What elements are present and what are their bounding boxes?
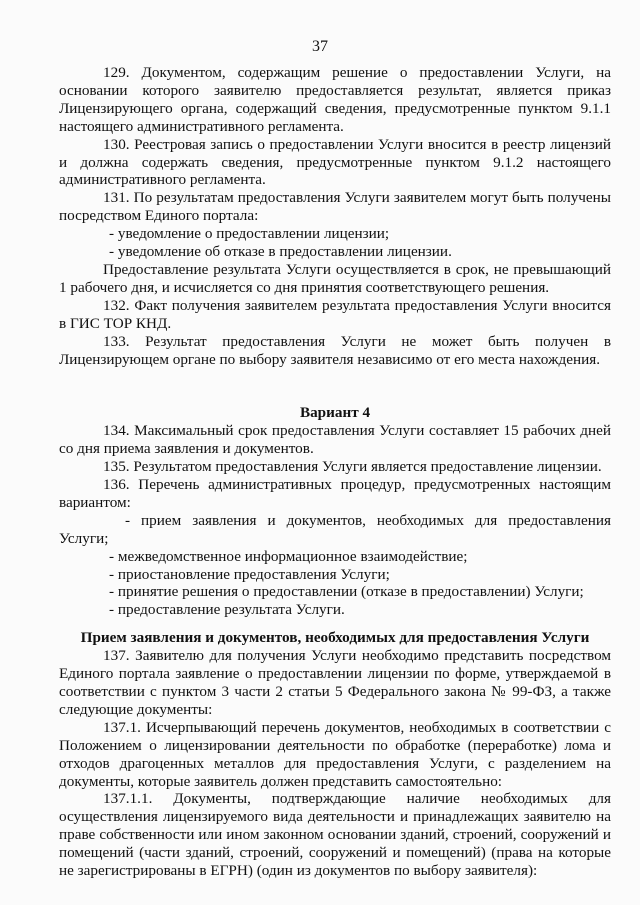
paragraph-131: 131. По результатам предоставления Услуги заявителем могут быть получены посредством Единого портала: xyxy=(59,189,611,225)
paragraph-133: 133. Результат предоставления Услуги не может быть получен в Лицензирующем органе по выбору заявителя независимо от его места нахождения. xyxy=(59,332,611,368)
paragraph-135: 135. Результатом предоставления Услуги является предоставление лицензии. xyxy=(103,458,602,476)
variant-heading: Вариант 4 xyxy=(299,404,371,422)
section-heading: Прием заявления и документов, необходимых для предоставления Услуги xyxy=(80,629,590,647)
paragraph-132: 132. Факт получения заявителем результата предоставления Услуги вносится в ГИС ТОР КНД. xyxy=(59,296,611,332)
list-item: - принятие решения о предоставлении (отказе в предоставлении) Услуги; xyxy=(109,583,584,601)
paragraph-130: 130. Реестровая запись о предоставлении Услуги вносится в реестр лицензий и должна содержать сведения, предусмотренные пунктом 9.1.2 настоящего административного регламента. xyxy=(59,135,611,189)
list-item: - предоставление результата Услуги. xyxy=(109,601,345,619)
list-item: - прием заявления и документов, необходимых для предоставления Услуги; xyxy=(59,511,611,547)
paragraph-134: 134. Максимальный срок предоставления Услуги составляет 15 рабочих дней со дня приема заявления и документов. xyxy=(59,422,611,458)
paragraph-137-1-1: 137.1.1. Документы, подтверждающие наличие необходимых для осуществления лицензируемого вида деятельности и принадлежащих заявителю на праве собственности или ином законном основании зданий, строений, сооружений и помещений (части зданий, строений, сооружений и помещений) (права на которые не зарегистрированы в ЕГРН) (один из документов по выбору заявителя): xyxy=(59,790,611,880)
list-item: - уведомление об отказе в предоставлении лицензии. xyxy=(109,243,452,261)
paragraph-137: 137. Заявителю для получения Услуги необходимо представить посредством Единого портала заявление о предоставлении лицензии по форме, утверждаемой в соответствии с пунктом 3 части 2 статьи 5 Федерального закона № 99-ФЗ, а также следующие документы: xyxy=(59,647,611,718)
spacer xyxy=(59,368,611,404)
page-number: 37 xyxy=(312,38,328,55)
paragraph-136: 136. Перечень административных процедур, предусмотренных настоящим вариантом: xyxy=(59,476,611,511)
paragraph-result-term: Предоставление результата Услуги осуществляется в срок, не превышающий 1 рабочего дня, и исчисляется со дня принятия соответствующего решения. xyxy=(59,260,611,296)
document-body xyxy=(59,64,611,880)
spacer xyxy=(59,619,611,629)
list-item: - приостановление предоставления Услуги; xyxy=(109,565,390,583)
list-item: - уведомление о предоставлении лицензии; xyxy=(109,225,390,243)
paragraph-129: 129. Документом, содержащим решение о предоставлении Услуги, на основании которого заявителю предоставляется результат, является приказ Лицензирующего органа, содержащий сведения, предусмотренные пунктом 9.1.1 настоящего административного регламента. xyxy=(59,64,611,135)
list-item: - межведомственное информационное взаимодействие; xyxy=(109,547,468,565)
paragraph-137-1: 137.1. Исчерпывающий перечень документов, необходимых в соответствии с Положением о лицензировании деятельности по обработке (переработке) лома и отходов драгоценных металлов для предоставления Услуги, с разделением на документы, которые заявитель должен представить самостоятельно: xyxy=(59,718,611,790)
